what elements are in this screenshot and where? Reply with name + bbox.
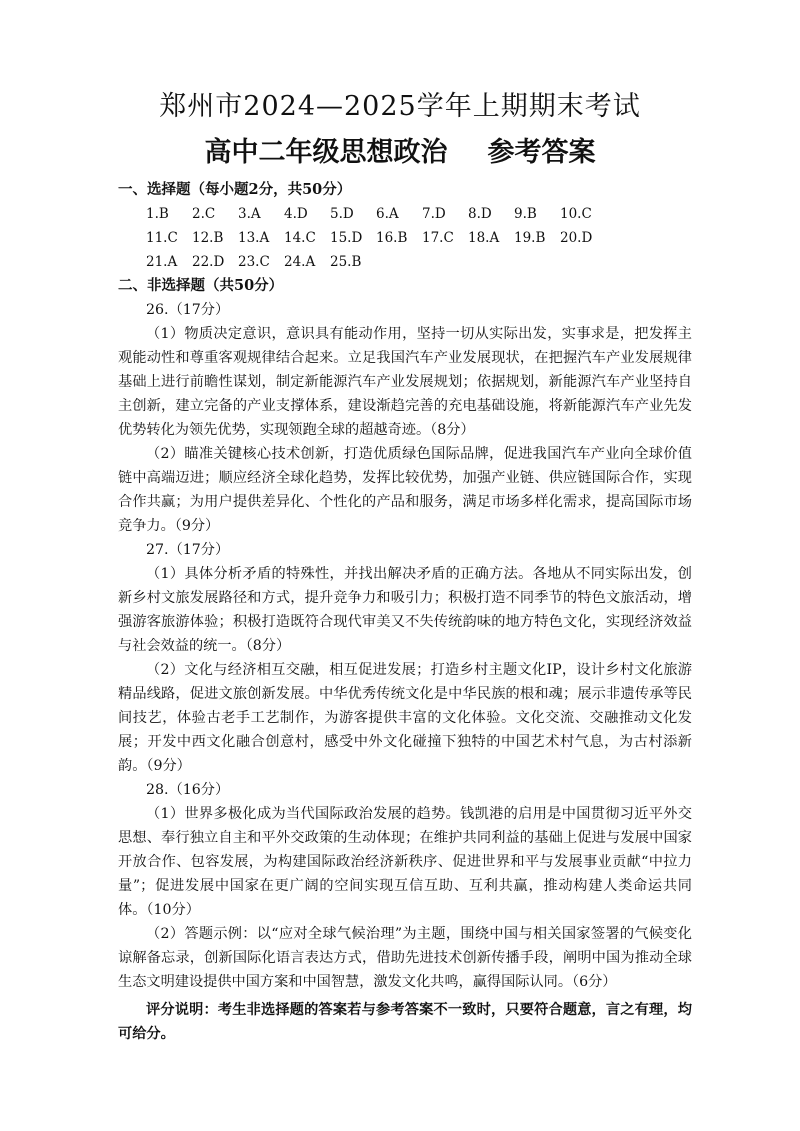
- answer-item: 1.B: [146, 206, 169, 222]
- answer-item: 11.C: [146, 230, 178, 246]
- answer-item: 13.A: [238, 230, 270, 246]
- choice-answer-grid: [146, 202, 692, 274]
- question-27-part-1: （1）具体分析矛盾的特殊性，并找出解决矛盾的正确方法。各地从不同实际出发，创新乡村文旅发展路径和方式，提升竞争力和吸引力；积极打造不同季节的特色文旅活动，增强游客旅游体验；积极打造既符合现代审美又不失传统韵味的地方特色文化，实现经济效益与社会效益的统一。（8分）: [118, 566, 692, 654]
- question-28-part-2: （2）答题示例：以“应对全球气候治理”为主题，围绕中国与相关国家签署的气候变化谅解备忘录，创新国际化语言表达方式，借助先进技术创新传播手段，阐明中国为推动全球生态文明建设提供中国方案和中国智慧，激发文化共鸣，赢得国际认同。（6分）: [118, 926, 692, 990]
- answer-key-label: 参考答案: [487, 137, 596, 168]
- answer-row: [146, 250, 692, 274]
- grading-note: 评分说明：考生非选择题的答案若与参考答案不一致时，只要符合题意，言之有理，均可给分。: [118, 1002, 692, 1042]
- answer-item: 6.A: [376, 206, 399, 222]
- answer-item: 18.A: [468, 230, 500, 246]
- answer-content: [118, 178, 692, 1060]
- answer-item: 7.D: [422, 206, 446, 222]
- answer-item: 23.C: [238, 254, 270, 270]
- answer-item: 2.C: [192, 206, 216, 222]
- subject-name: 高中二年级思想政治: [204, 137, 448, 168]
- question-28-part-1: （1）世界多极化成为当代国际政治发展的趋势。钱凯港的启用是中国贯彻习近平外交思想、奉行独立自主和平外交政策的生动体现；在维护共同利益的基础上促进与发展中国家开放合作、包容发展，为构建国际政治经济新秩序、促进世界和平与发展事业贡献“中拉力量”；促进发展中国家在更广阔的空间实现互信互助、互利共赢，推动构建人类命运共同体。（10分）: [118, 806, 692, 918]
- answer-item: 15.D: [330, 230, 363, 246]
- answer-item: 9.B: [514, 206, 537, 222]
- answer-item: 22.D: [192, 254, 225, 270]
- answer-item: 8.D: [468, 206, 492, 222]
- question-27-label: 27.（17分）: [146, 542, 230, 558]
- answer-row: [146, 202, 692, 226]
- answer-item: 20.D: [560, 230, 593, 246]
- section-heading-essay: 二、非选择题（共50分）: [118, 277, 284, 294]
- answer-item: 5.D: [330, 206, 354, 222]
- answer-item: 25.B: [330, 254, 362, 270]
- question-28-label: 28.（16分）: [146, 782, 230, 798]
- answer-item: 24.A: [284, 254, 316, 270]
- question-26-label: 26.（17分）: [146, 302, 230, 318]
- question-26-part-1: （1）物质决定意识，意识具有能动作用，坚持一切从实际出发，实事求是，把发挥主观能动性和尊重客观规律结合起来。立足我国汽车产业发展现状，在把握汽车产业发展规律基础上进行前瞻性谋划，制定新能源汽车产业发展规划；依据规划，新能源汽车产业坚持自主创新，建立完备的产业支撑体系，建设渐趋完善的充电基础设施，将新能源汽车产业先发优势转化为领先优势，实现领跑全球的超越奇迹。（8分）: [118, 326, 692, 438]
- exam-subtitle: [0, 130, 800, 169]
- section-heading-choice: 一、选择题（每小题2分，共50分）: [118, 181, 352, 198]
- answer-item: 19.B: [514, 230, 546, 246]
- answer-row: [146, 226, 692, 250]
- exam-title: 郑州市2024—2025学年上期期末考试: [159, 91, 641, 122]
- answer-item: 4.D: [284, 206, 308, 222]
- answer-item: 12.B: [192, 230, 224, 246]
- question-26-part-2: （2）瞄准关键核心技术创新，打造优质绿色国际品牌，促进我国汽车产业向全球价值链中高端迈进；顺应经济全球化趋势，发挥比较优势，加强产业链、供应链国际合作，实现合作共赢；为用户提供差异化、个性化的产品和服务，满足市场多样化需求，提高国际市场竞争力。（9分）: [118, 446, 692, 534]
- question-27-part-2: （2）文化与经济相互交融，相互促进发展；打造乡村主题文化IP，设计乡村文化旅游精品线路，促进文旅创新发展。中华优秀传统文化是中华民族的根和魂；展示非遗传承等民间技艺，体验古老手工艺制作，为游客提供丰富的文化体验。文化交流、交融推动文化发展；开发中西文化融合创意村，感受中外文化碰撞下独特的中国艺术村气息，为古村添新韵。（9分）: [118, 662, 692, 774]
- answer-item: 10.C: [560, 206, 592, 222]
- answer-item: 16.B: [376, 230, 408, 246]
- answer-item: 21.A: [146, 254, 178, 270]
- answer-item: 14.C: [284, 230, 316, 246]
- answer-item: 17.C: [422, 230, 454, 246]
- answer-item: 3.A: [238, 206, 261, 222]
